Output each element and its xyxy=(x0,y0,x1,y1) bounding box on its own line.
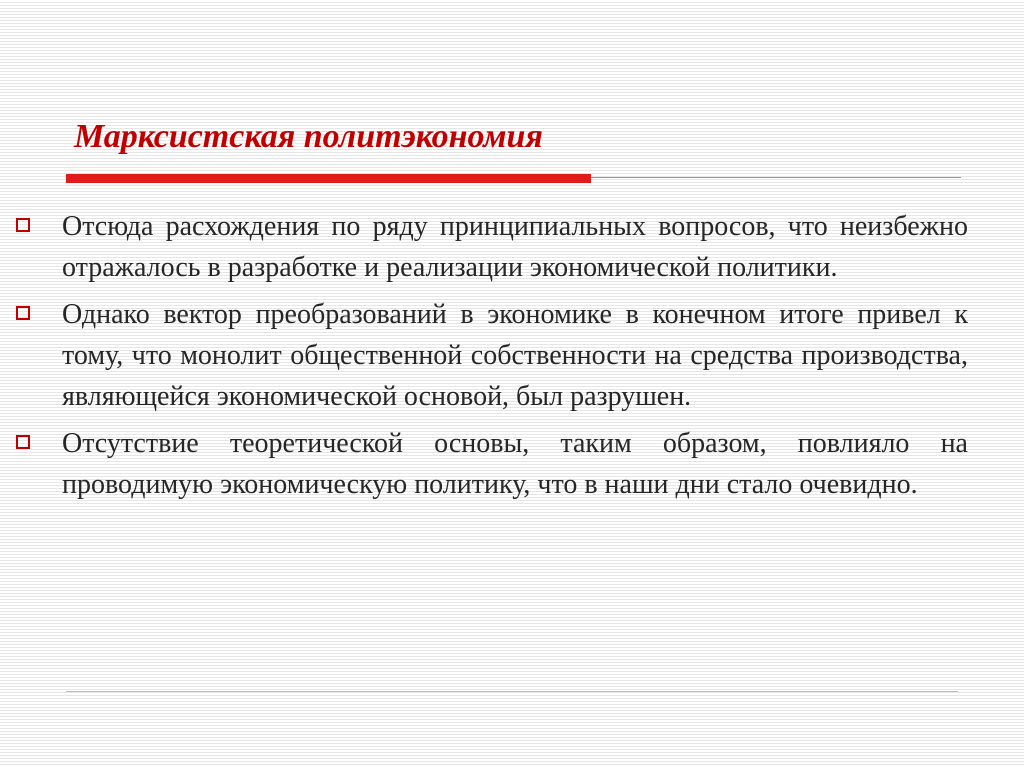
bullet-text: Однако вектор преобразований в экономике в конечном итоге привел к тому, что монолит общественной собственности на средства производства, являющейся экономической основой, был разрушен. xyxy=(62,299,968,412)
bullet-text: Отсюда расхождения по ряду принципиальных вопросов, что неизбежно отражалось в разработке и реализации экономической политики. xyxy=(62,211,968,283)
title-underline-thin xyxy=(591,177,961,178)
bullet-item xyxy=(16,206,968,288)
bullet-text: Отсутствие теоретической основы, таким образом, повлияло на проводимую экономическую политику, что в наши дни стало очевидно. xyxy=(62,428,968,500)
hollow-square-icon xyxy=(16,218,30,232)
title-underline-thick xyxy=(66,174,591,183)
hollow-square-icon xyxy=(16,306,30,320)
hollow-square-icon xyxy=(16,435,30,449)
slide-title: Марксистская политэкономия xyxy=(74,118,543,155)
bullet-item xyxy=(16,423,968,505)
bullet-item xyxy=(16,294,968,417)
footer-divider xyxy=(66,691,958,692)
bullet-list xyxy=(16,206,968,511)
